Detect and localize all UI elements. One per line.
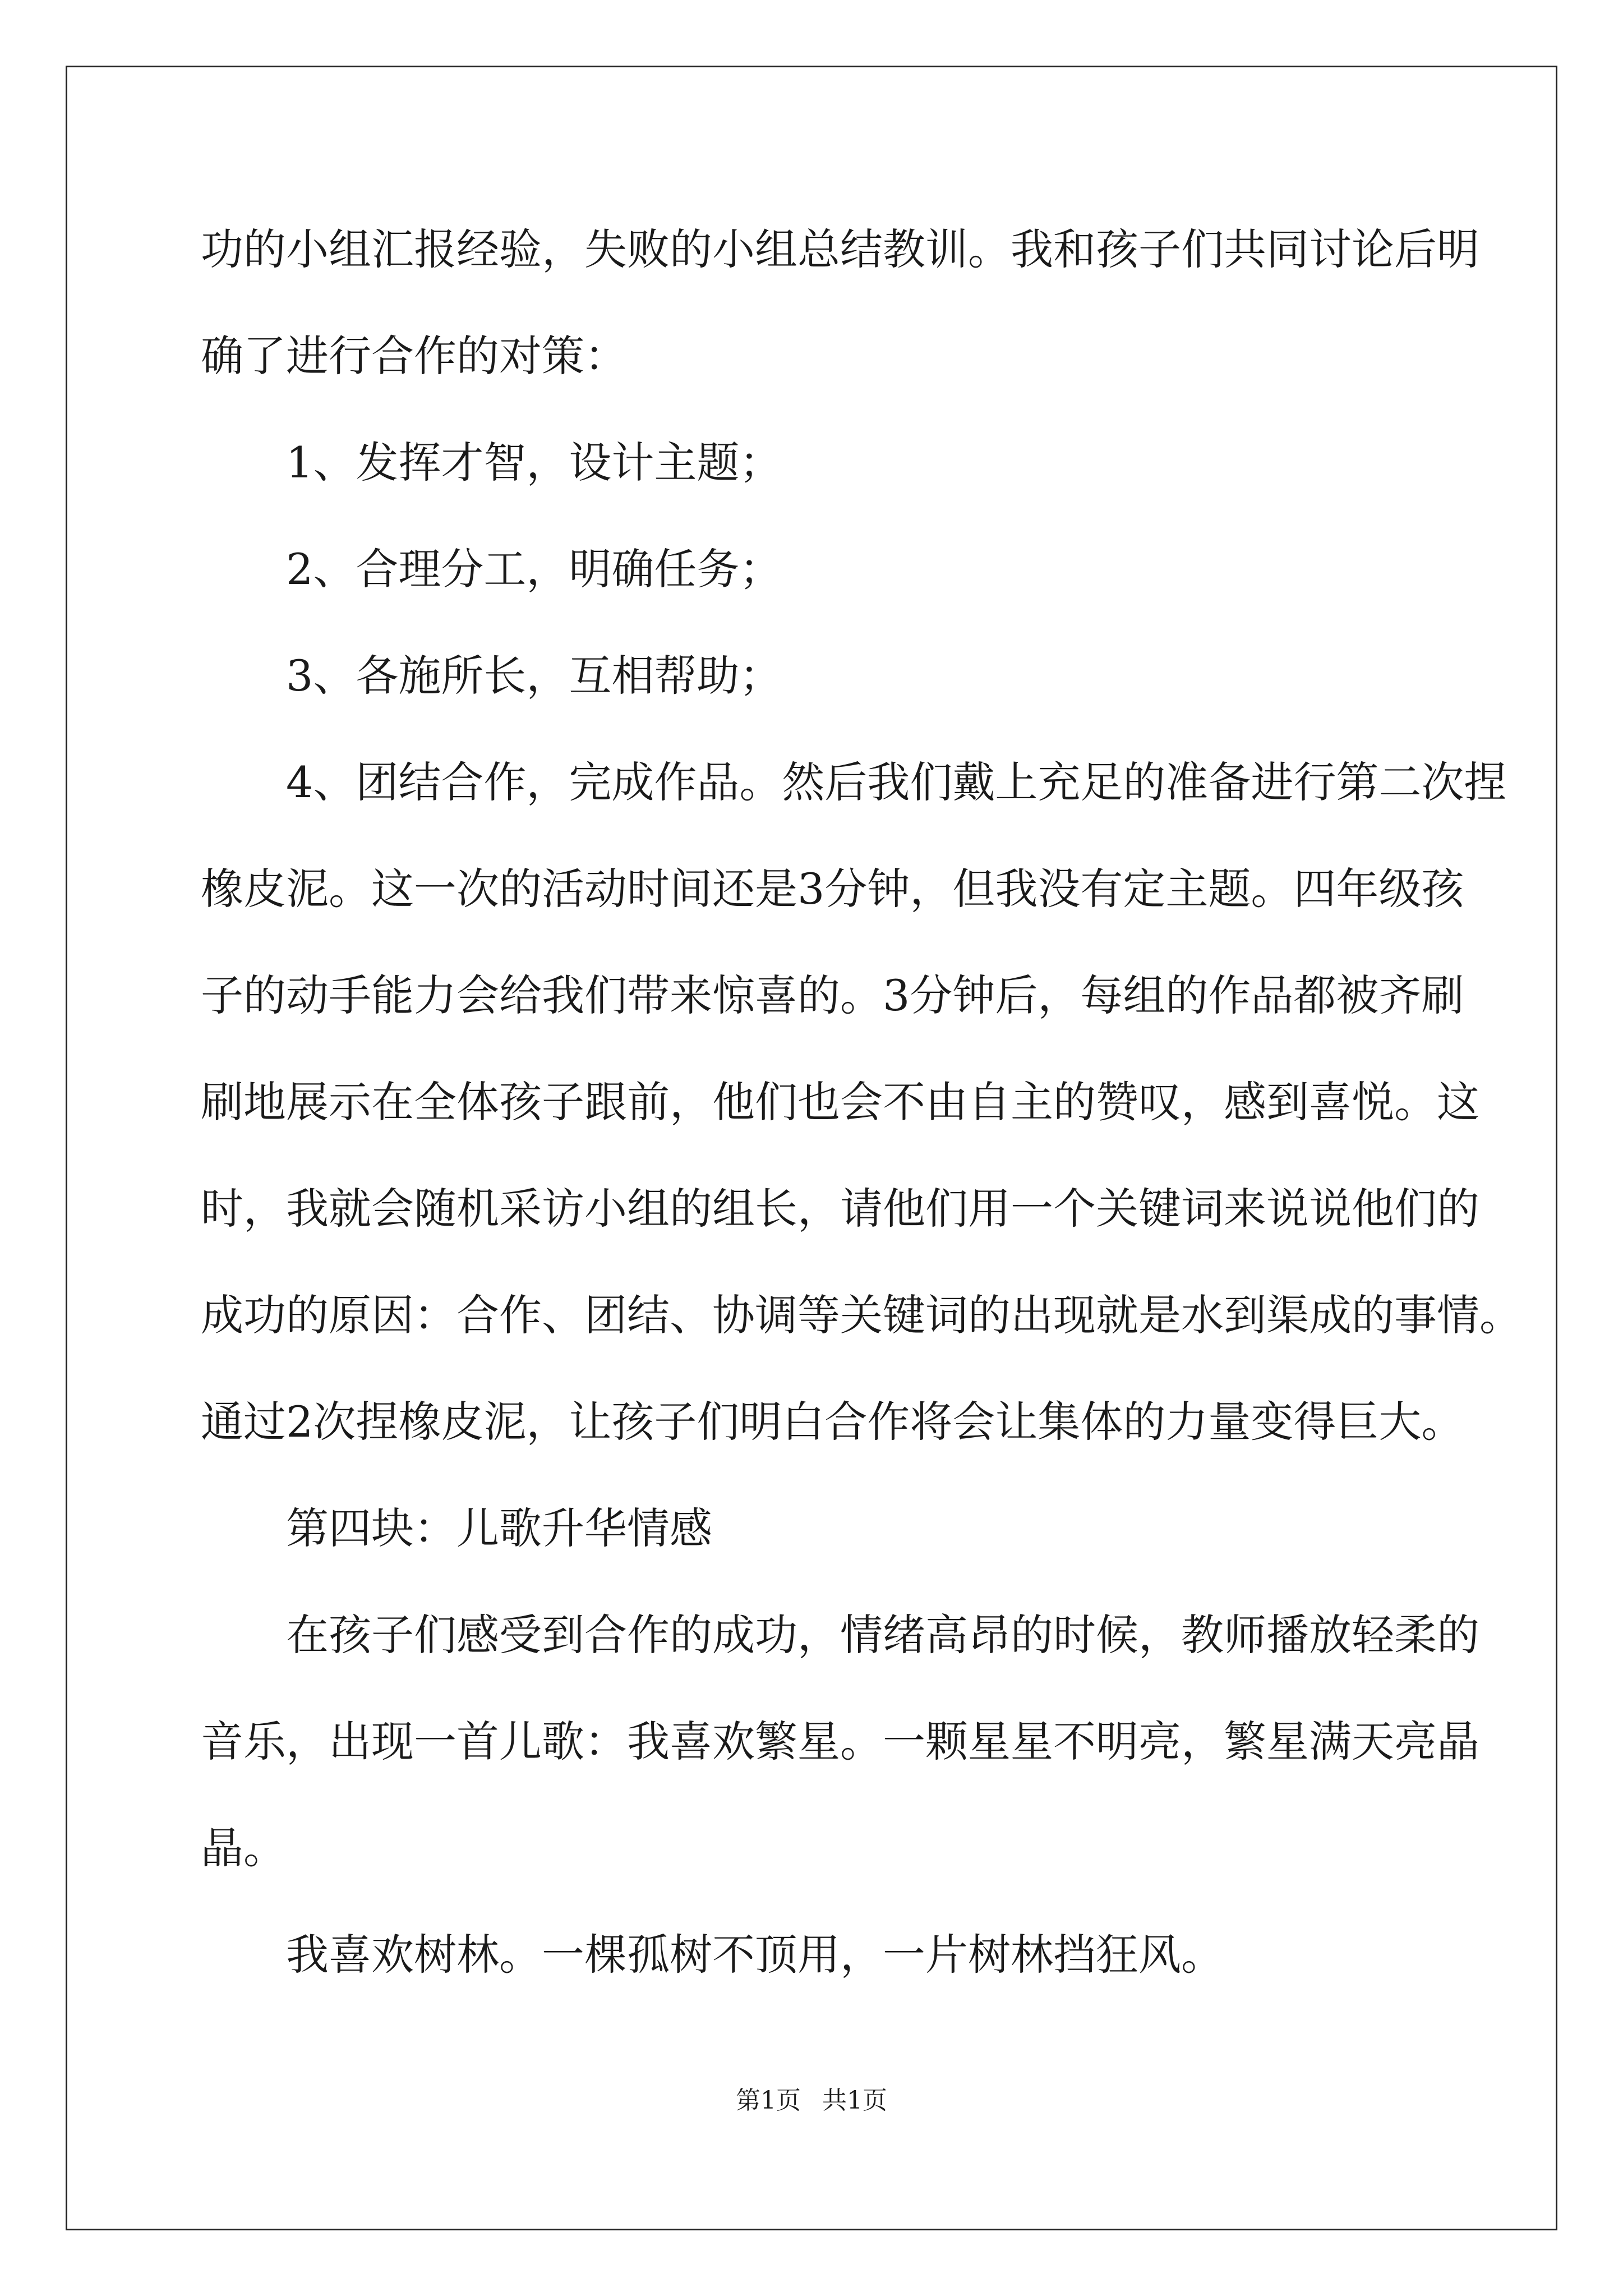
paragraph-line: 橡皮泥。这一次的活动时间还是3分钟，但我没有定主题。四年级孩 xyxy=(201,864,1464,914)
paragraph-line: 刷地展示在全体孩子跟前，他们也会不由自主的赞叹，感到喜悦。这 xyxy=(201,1077,1479,1127)
page-number: 第1页 xyxy=(736,2086,801,2115)
paragraph-line: 子的动手能力会给我们带来惊喜的。3分钟后，每组的作品都被齐刷 xyxy=(201,970,1464,1020)
paragraph-line: 通过2次捏橡皮泥，让孩子们明白合作将会让集体的力量变得巨大。 xyxy=(201,1397,1464,1447)
paragraph-line: 我喜欢树林。一棵孤树不顶用，一片树林挡狂风。 xyxy=(286,1930,1224,1980)
paragraph-line: 在孩子们感受到合作的成功，情绪高昂的时候，教师播放轻柔的 xyxy=(286,1610,1479,1660)
paragraph-line: 功的小组汇报经验，失败的小组总结教训。我和孩子们共同讨论后明 xyxy=(201,224,1479,274)
section-heading: 第四块：儿歌升华情感 xyxy=(286,1503,712,1553)
list-item: 3、各施所长，互相帮助； xyxy=(286,651,782,701)
page-count: 共1页 xyxy=(822,2086,887,2115)
paragraph-line: 成功的原因：合作、团结、协调等关键词的出现就是水到渠成的事情。 xyxy=(201,1290,1522,1340)
paragraph-line: 时，我就会随机采访小组的组长，请他们用一个关键词来说说他们的 xyxy=(201,1184,1479,1234)
paragraph-line: 晶。 xyxy=(201,1823,286,1873)
list-item: 2、合理分工，明确任务； xyxy=(286,544,782,594)
list-item: 4、团结合作，完成作品。然后我们戴上充足的准备进行第二次捏 xyxy=(286,757,1507,807)
page-footer xyxy=(0,2084,1623,2118)
document-body xyxy=(201,213,1522,2025)
list-item: 1、发挥才智，设计主题； xyxy=(286,438,782,487)
paragraph-line: 音乐，出现一首儿歌：我喜欢繁星。一颗星星不明亮，繁星满天亮晶 xyxy=(201,1717,1479,1766)
paragraph-line: 确了进行合作的对策： xyxy=(201,331,627,381)
